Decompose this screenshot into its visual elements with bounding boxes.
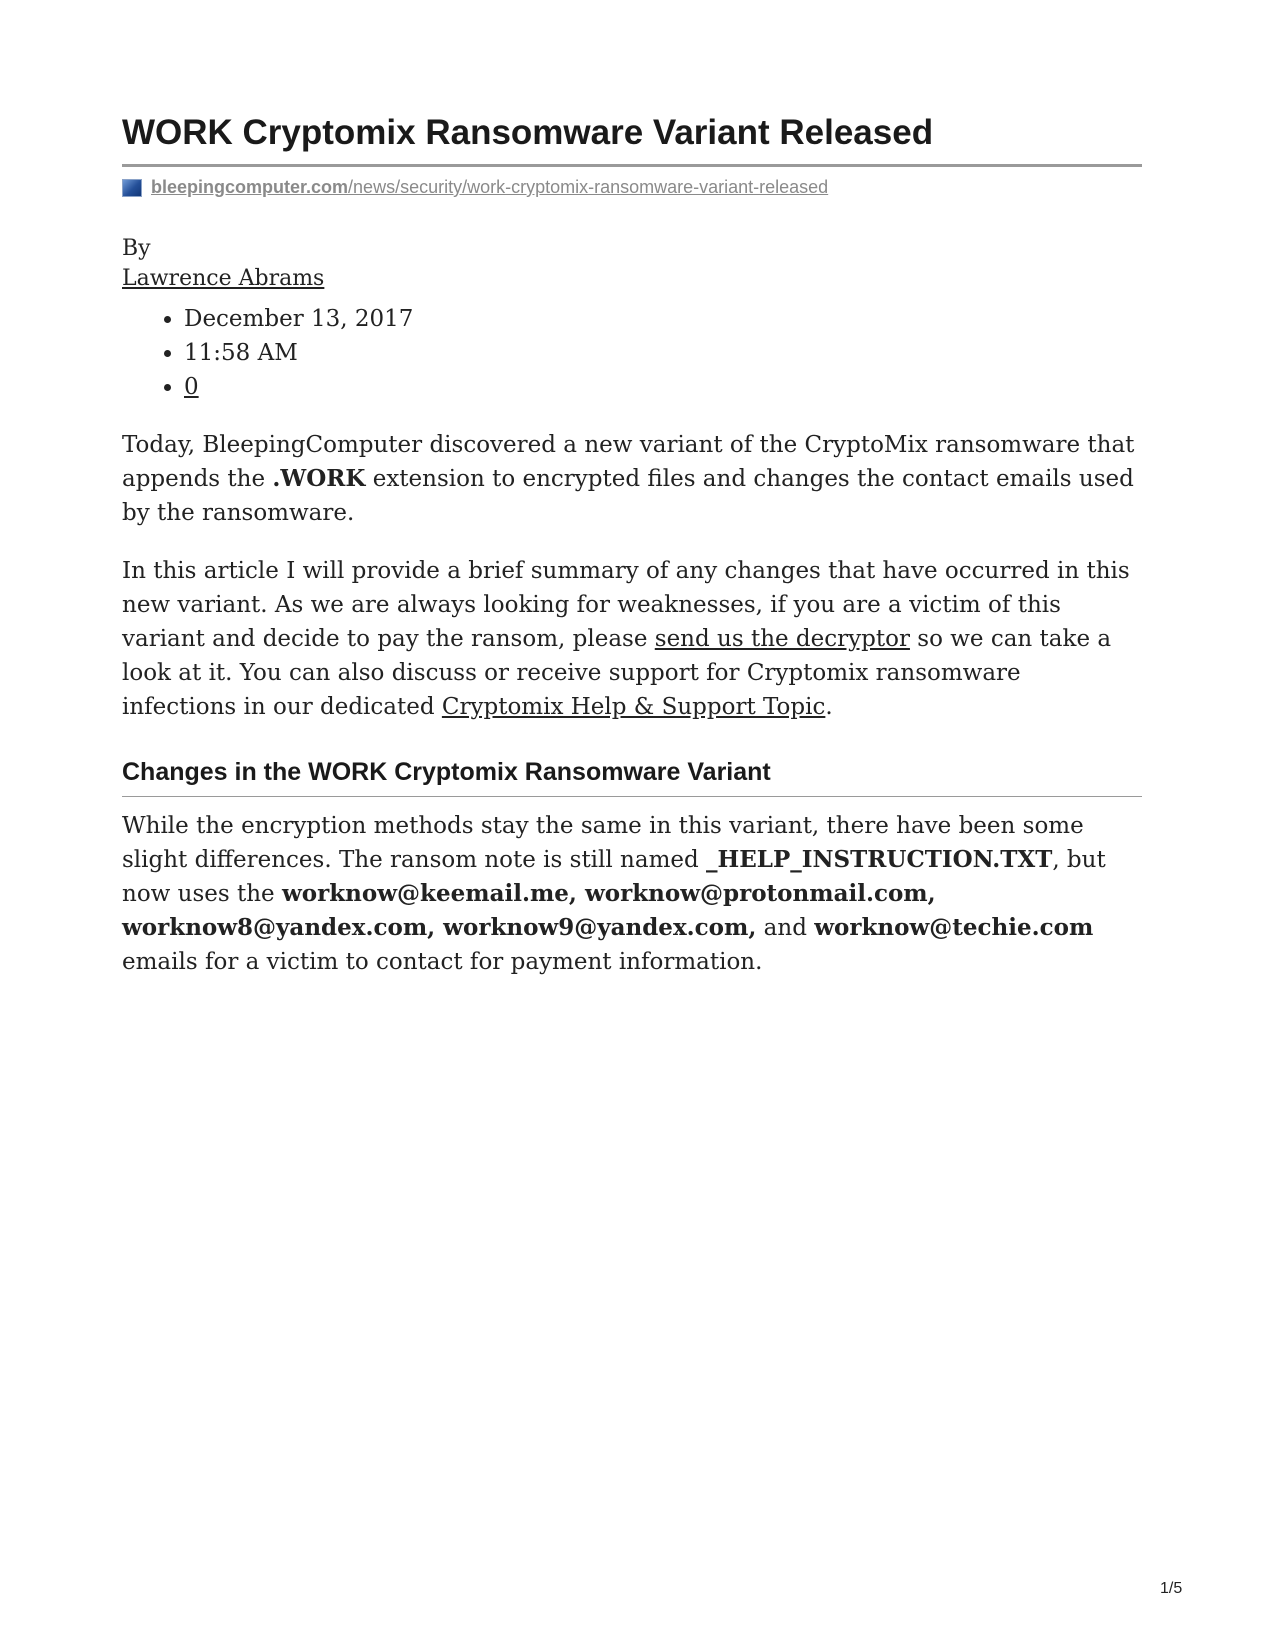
- intro-text-1: Today, BleepingComputer discovered a new variant of the CryptoMix ransomware that appends the: [122, 432, 1135, 492]
- changes-text-1: While the encryption methods stay the same in this variant, there have been some slight differences. The ransom note is still named: [122, 813, 1084, 873]
- section-heading: Changes in the WORK Cryptomix Ransomware Variant: [122, 756, 1142, 797]
- techie-email: worknow@techie.com: [814, 914, 1094, 941]
- publish-time: • 11:58 AM: [184, 336, 1142, 370]
- article-meta-list: [122, 302, 1142, 404]
- source-path: /news/security/work-cryptomix-ransomware-variant-released: [348, 177, 829, 197]
- publish-date: • December 13, 2017: [184, 302, 1142, 336]
- byline: [122, 234, 1142, 294]
- summary-text-2: so we can take a look at it. You can also discuss or receive support for Cryptomix ransomware infections in our dedicated: [122, 626, 1112, 720]
- article: [122, 110, 1142, 979]
- changes-text-3: and: [756, 915, 815, 941]
- comments-link[interactable]: 0: [184, 374, 199, 400]
- source-link[interactable]: [151, 177, 828, 198]
- comment-count-item: [184, 370, 1142, 404]
- source-domain: bleepingcomputer.com: [151, 177, 349, 197]
- changes-text-4: emails for a victim to contact for payment information.: [122, 949, 763, 975]
- changes-text-2: , but now uses the: [122, 847, 1106, 907]
- summary-text-1: In this article I will provide a brief summary of any changes that have occurred in this new variant. As we are always looking for weaknesses, if you are a victim of this variant and decide to pay the ransom, please: [122, 558, 1130, 652]
- changes-paragraph: [122, 809, 1142, 979]
- ransom-note-name: _HELP_INSTRUCTION.TXT: [706, 846, 1053, 873]
- support-topic-link[interactable]: Cryptomix Help & Support Topic: [441, 694, 826, 720]
- article-title: WORK Cryptomix Ransomware Variant Released: [122, 110, 1142, 167]
- send-decryptor-link[interactable]: send us the decryptor: [654, 626, 910, 652]
- by-label: By: [122, 236, 151, 261]
- summary-paragraph: [122, 554, 1142, 724]
- summary-text-3: .: [825, 694, 833, 720]
- intro-text-2: extension to encrypted files and changes the contact emails used by the ransomware.: [122, 466, 1134, 526]
- source-url: [122, 177, 1142, 198]
- contact-emails: worknow@keemail.me, worknow@protonmail.com, worknow8@yandex.com, worknow9@yandex.com,: [122, 880, 936, 941]
- work-extension: .WORK: [272, 465, 366, 492]
- page-number: 1/5: [1160, 1580, 1183, 1597]
- intro-paragraph: [122, 428, 1142, 530]
- author-link[interactable]: Lawrence Abrams: [122, 266, 325, 291]
- site-favicon-icon: [122, 179, 142, 197]
